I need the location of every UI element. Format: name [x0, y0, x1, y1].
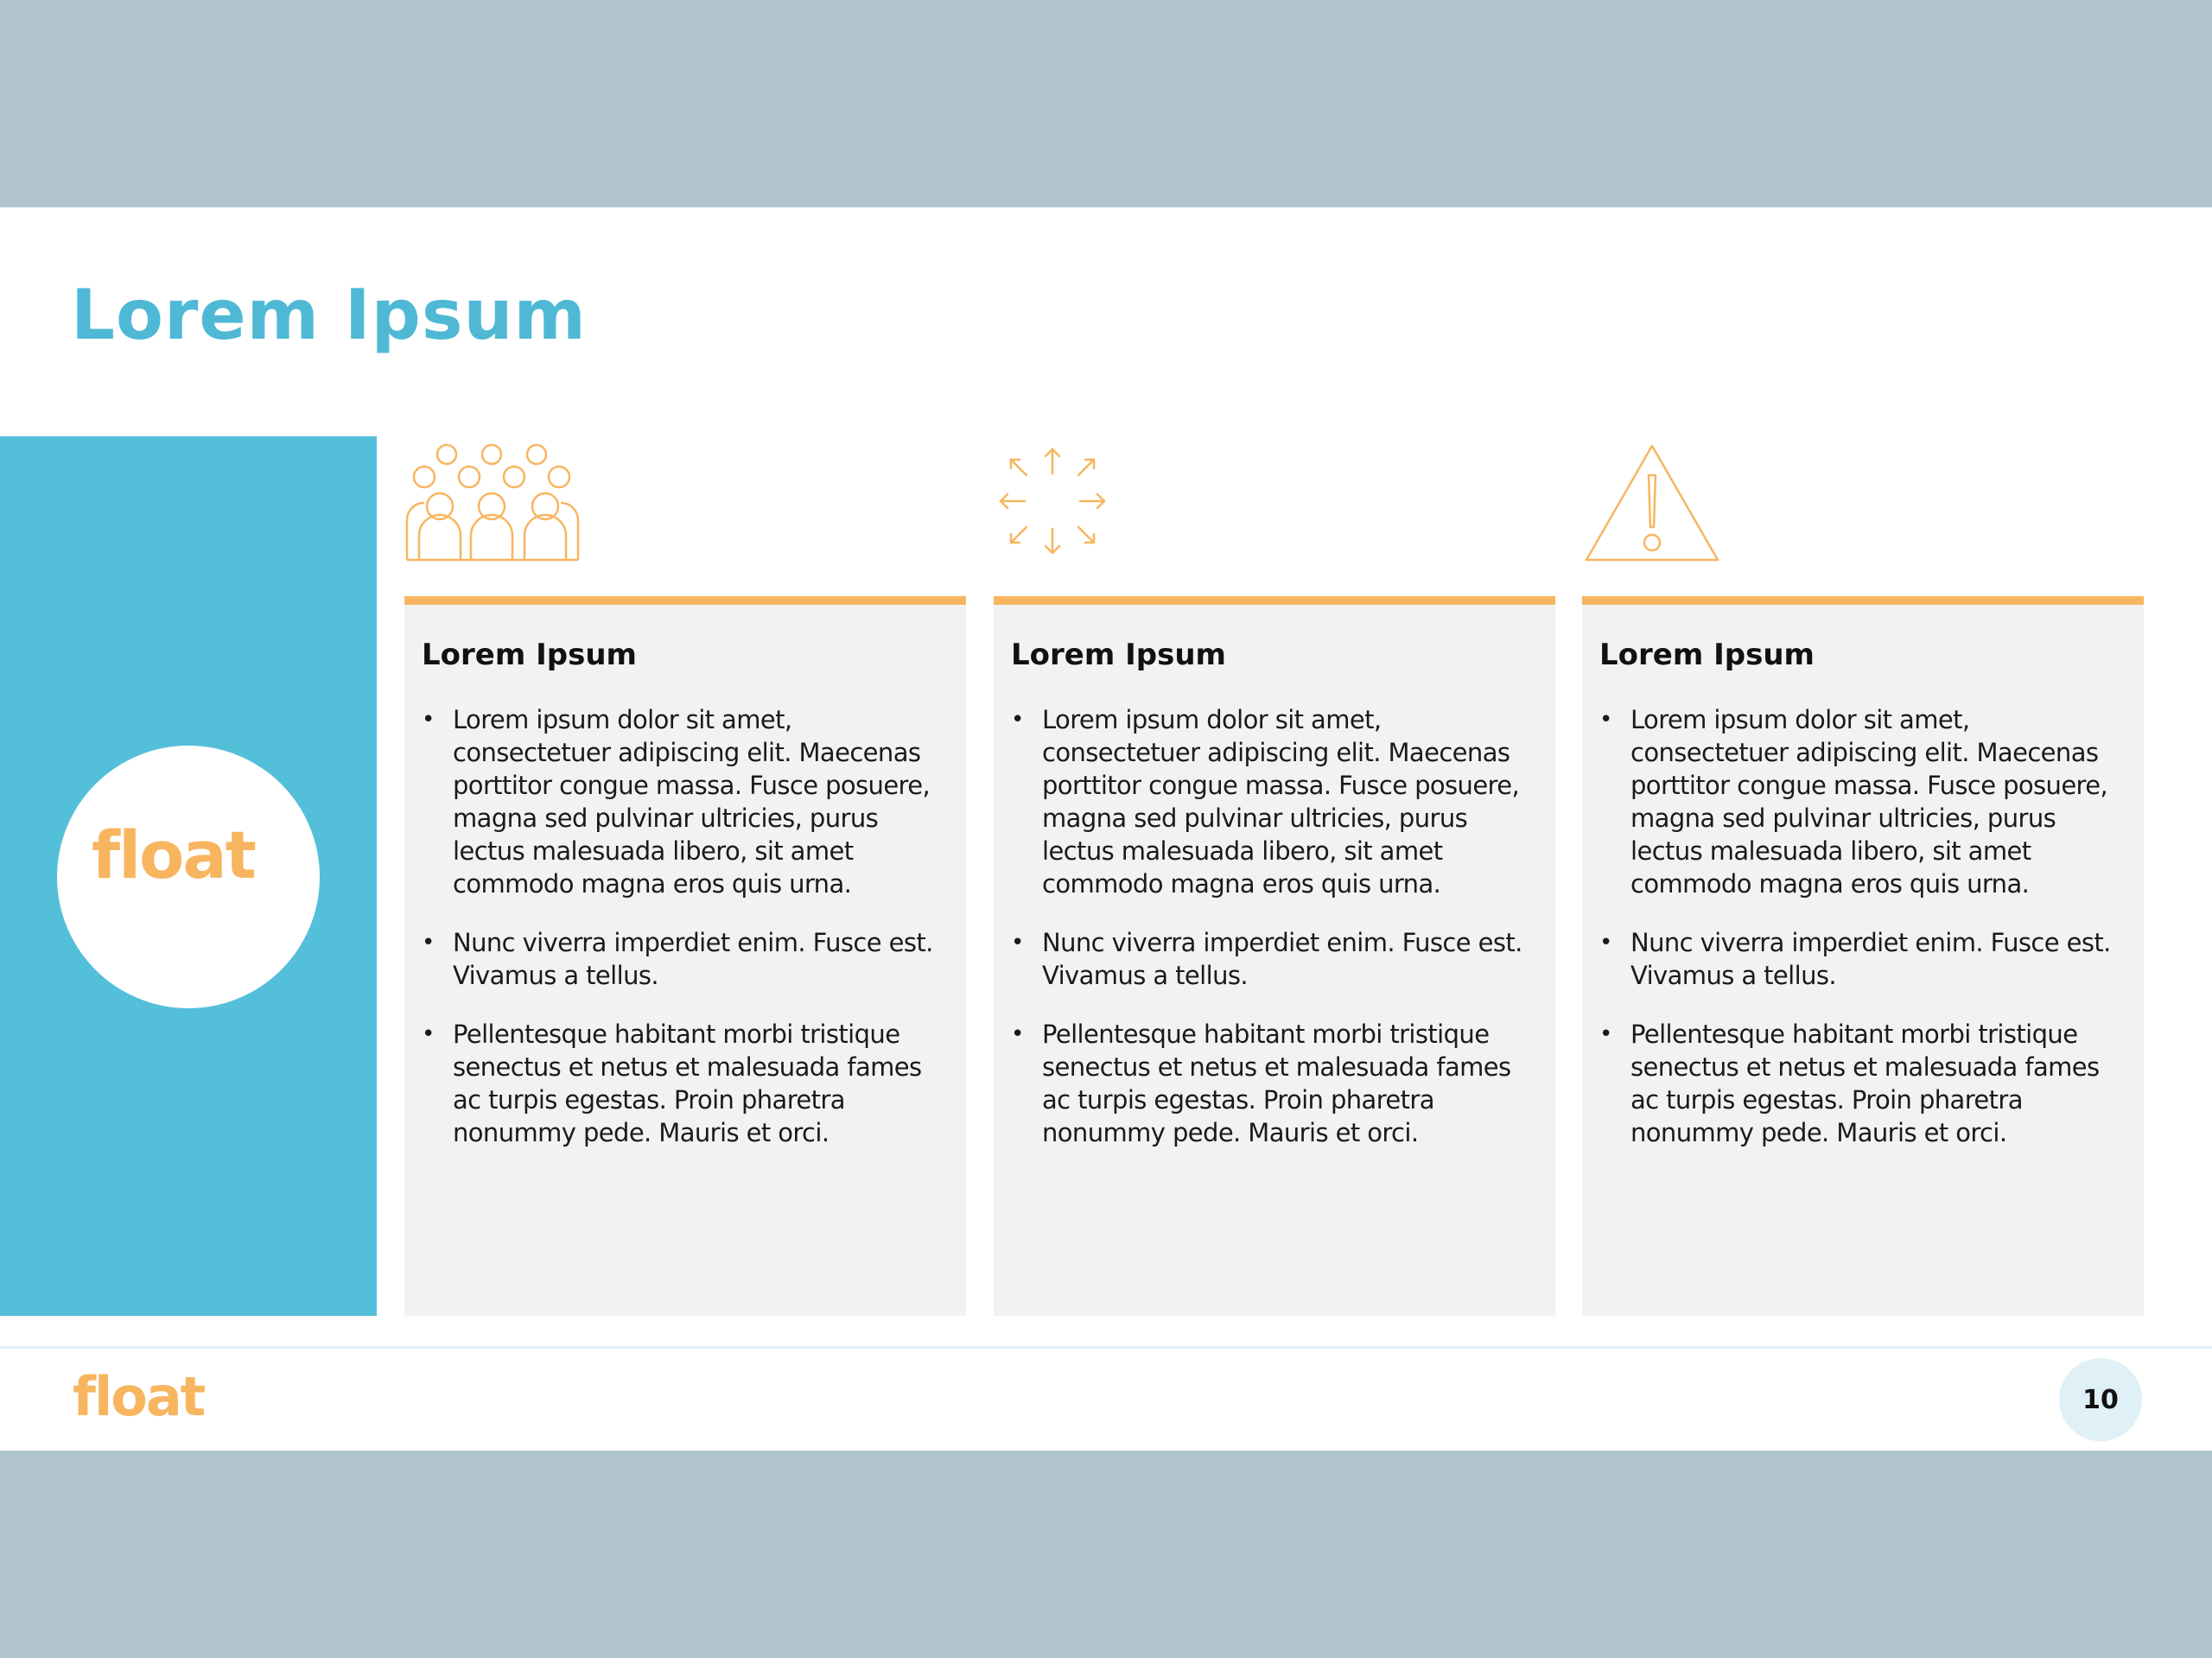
warning-triangle-icon [1583, 441, 1721, 565]
arrows-outward-icon [992, 441, 1113, 562]
list-item: • Lorem ipsum dolor sit amet, consectetuer adipiscing elit. Maecenas porttitor congue massa. Fusce posuere, magna sed pulvinar ultricies, purus lectus malesuada libero, sit amet commodo magna eros quis urna. [1599, 703, 2122, 900]
list-item: • Nunc viverra imperdiet enim. Fusce est. Vivamus a tellus. [422, 926, 944, 992]
list-item: • Pellentesque habitant morbi tristique senectus et netus et malesuada fames ac turpis egestas. Proin pharetra nonummy pede. Mauris et orci. [422, 1018, 944, 1149]
card-heading: Lorem Ipsum [1011, 638, 1226, 672]
card-heading: Lorem Ipsum [422, 638, 637, 672]
logo-badge [57, 746, 320, 1008]
slide [0, 207, 2212, 1451]
slide-title: Lorem Ipsum [71, 275, 587, 355]
card-2 [994, 596, 1555, 1316]
float-logo-icon [73, 1374, 245, 1426]
page-number-badge: 10 [2059, 1358, 2142, 1441]
card-heading: Lorem Ipsum [1599, 638, 1815, 672]
card-3 [1582, 596, 2144, 1316]
people-crowd-icon [402, 441, 583, 562]
list-item: • Pellentesque habitant morbi tristique senectus et netus et malesuada fames ac turpis egestas. Proin pharetra nonummy pede. Mauris et orci. [1011, 1018, 1534, 1149]
list-item: • Lorem ipsum dolor sit amet, consectetuer adipiscing elit. Maecenas porttitor congue massa. Fusce posuere, magna sed pulvinar ultricies, purus lectus malesuada libero, sit amet commodo magna eros quis urna. [422, 703, 944, 900]
list-item: • Pellentesque habitant morbi tristique senectus et netus et malesuada fames ac turpis egestas. Proin pharetra nonummy pede. Mauris et orci. [1599, 1018, 2122, 1149]
side-band [0, 436, 377, 1316]
list-item: • Nunc viverra imperdiet enim. Fusce est. Vivamus a tellus. [1599, 926, 2122, 992]
bullet-list [1599, 703, 2122, 1175]
float-logo-icon [92, 828, 285, 888]
svg-text:float: float [73, 1374, 205, 1426]
list-item: • Lorem ipsum dolor sit amet, consectetuer adipiscing elit. Maecenas porttitor congue massa. Fusce posuere, magna sed pulvinar ultricies, purus lectus malesuada libero, sit amet commodo magna eros quis urna. [1011, 703, 1534, 900]
list-item: • Nunc viverra imperdiet enim. Fusce est. Vivamus a tellus. [1011, 926, 1534, 992]
card-1 [404, 596, 966, 1316]
footer-divider [0, 1346, 2212, 1349]
bullet-list [1011, 703, 1534, 1175]
svg-text:float: float [92, 828, 255, 888]
bullet-list [422, 703, 944, 1175]
